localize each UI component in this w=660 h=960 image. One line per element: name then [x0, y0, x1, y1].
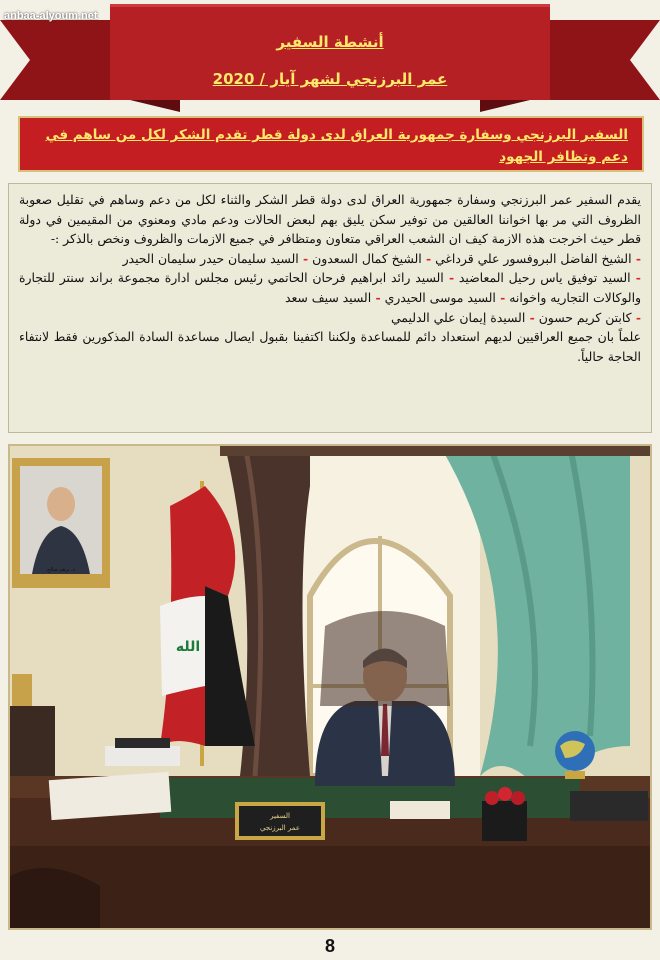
body-paragraph: يقدم السفير عمر البرزنجي وسفارة جمهورية العراق لدى دولة قطر الشكر والثناء لكل من دعم وساهم في تقليل صعوبة الظروف التي مر بها اخواننا العالقين من توفير سكن يليق بهم لبعض الحالات ودعم مادي ومعنوي من المقيمين في دولة قطر حيث اخرجت هذه الازمة كيف ان الشعب العراقي متعاون ومتظافر في جميع الازمات والظروف ونخص بالذكر :- — [19, 192, 641, 247]
name-item: السيد سليمان حيدر سليمان الحيدر — [122, 250, 299, 266]
name-item: السيد توفيق ياس رحيل المعاضيد — [458, 270, 631, 286]
svg-text:الله: الله — [175, 639, 201, 655]
names-line: - الشيخ الفاضل البروفسور علي قرداغي - الشيخ كمال السعدون - السيد سليمان حيدر سليمان الحيدر — [122, 250, 641, 266]
title-ribbon — [0, 0, 660, 112]
banner-title: أنشطة السفير — [276, 33, 384, 51]
page-number: 8 — [324, 936, 335, 956]
name-item: الشيخ الفاضل البروفسور علي قرداغي — [435, 250, 632, 266]
name-item: السيد موسى الحيدري — [384, 289, 496, 305]
names-line: - السيد توفيق ياس رحيل المعاضيد - السيد رائد ابراهيم فرحان الحاتمي رئيس مجلس ادارة مجموعة براند سنتر للتجارة والوكالات التجاريه واخوانه - السيد موسى الحيدري - السيد سيف سعد — [19, 270, 641, 305]
portrait-caption: د. برهم صالح — [47, 567, 75, 573]
name-item: كابتن كريم حسون — [538, 309, 632, 325]
name-item: السيد رائد ابراهيم فرحان الحاتمي رئيس مجلس ادارة مجموعة براند سنتر للتجارة والوكالات التجاريه واخوانه — [19, 270, 641, 305]
names-line: - كابتن كريم حسون - السيدة إيمان علي الدليمي — [390, 309, 641, 325]
article-body — [8, 183, 652, 433]
banner-subtitle: عمر البرزنجي لشهر آيار / 2020 — [212, 70, 448, 88]
nameplate-line1: السفير — [270, 812, 290, 820]
office-photo — [8, 444, 652, 930]
watermark: anbaa-alyoum.net — [4, 10, 98, 22]
body-closing: علماً بان جميع العراقيين لديهم استعداد دائم للمساعدة ولكننا اكتفينا بقبول ايصال مساعدة السادة المذكورين فقط لانتفاء الحاجة حالياً. — [19, 329, 641, 364]
article-headline: السفير البرزنجي وسفارة جمهورية العراق لدى دولة قطر تقدم الشكر لكل من ساهم في دعم وتظافر الجهود — [18, 116, 644, 172]
name-item: السيدة إيمان علي الدليمي — [390, 309, 526, 325]
name-item: الشيخ كمال السعدون — [312, 250, 422, 266]
nameplate-line2: عمر البرزنجي — [259, 824, 301, 832]
name-item: السيد سيف سعد — [284, 289, 372, 305]
